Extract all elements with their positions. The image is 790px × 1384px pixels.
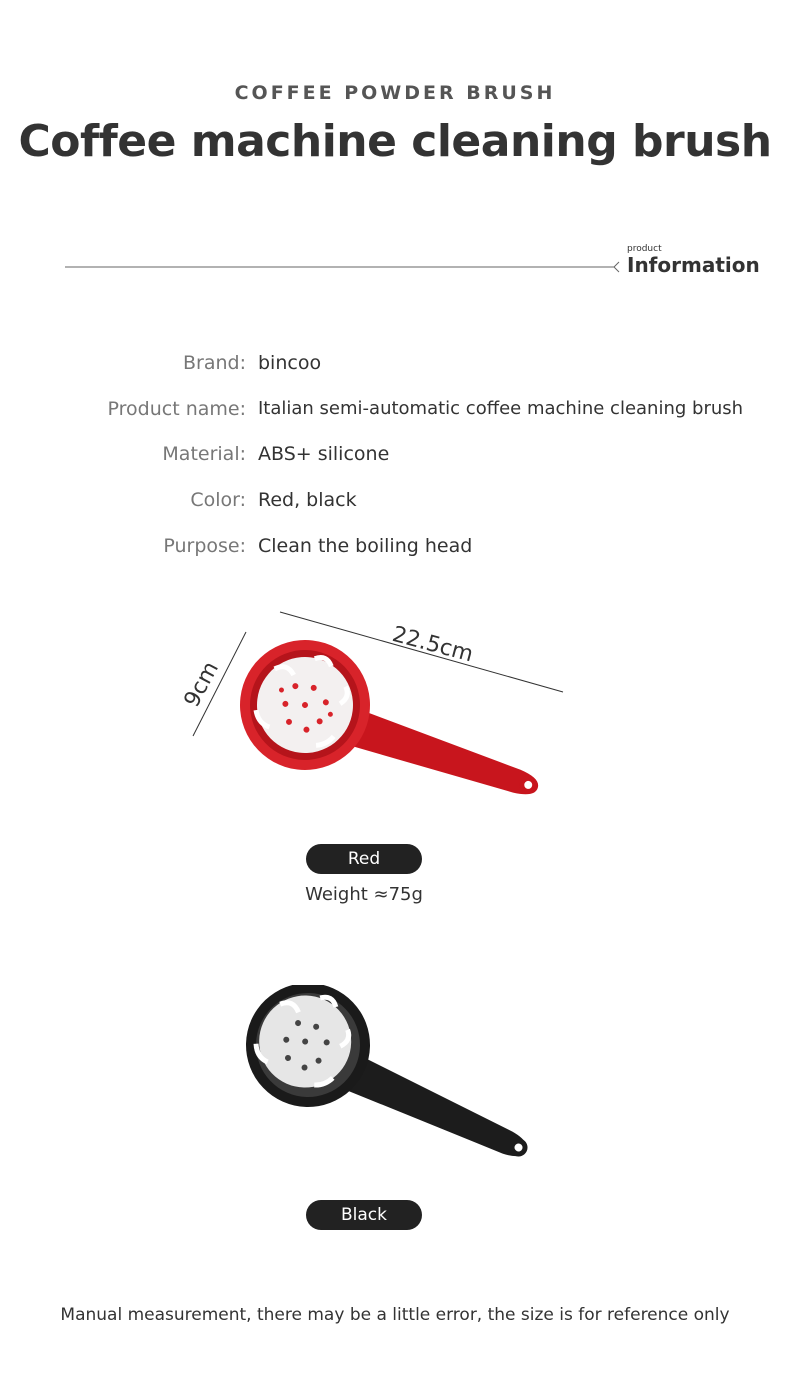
spec-value: Italian semi-automatic coffee machine cleaning brush (258, 398, 744, 419)
variant-badge-red: Red (306, 844, 422, 874)
spec-label: Brand: (183, 352, 246, 374)
black-brush-image (240, 985, 560, 1165)
spec-value: bincoo (258, 352, 322, 374)
variant-badge-black: Black (306, 1200, 422, 1230)
weight-label: Weight ≈75g (305, 884, 423, 905)
page-title: Coffee machine cleaning brush (18, 116, 772, 167)
spec-row-purpose (0, 535, 790, 563)
spec-value: Red, black (258, 489, 357, 511)
spec-label: Material: (162, 443, 246, 465)
red-brush-image (230, 640, 560, 820)
spec-label: Color: (190, 489, 246, 511)
spec-row-brand (0, 352, 790, 380)
spec-label: Purpose: (163, 535, 246, 557)
spec-row-material (0, 443, 790, 471)
length-label: 22.5cm (389, 622, 476, 668)
spec-row-product-name (0, 398, 790, 426)
width-label: 9cm (179, 657, 224, 712)
section-label: Information (627, 253, 760, 277)
eyebrow-heading: COFFEE POWDER BRUSH (234, 82, 556, 104)
spec-row-color (0, 489, 790, 517)
spec-value: ABS+ silicone (258, 443, 390, 465)
footnote: Manual measurement, there may be a little error, the size is for reference only (60, 1305, 730, 1325)
spec-value: Clean the boiling head (258, 535, 473, 557)
section-label-small: product (627, 244, 662, 254)
spec-label: Product name: (107, 398, 246, 420)
